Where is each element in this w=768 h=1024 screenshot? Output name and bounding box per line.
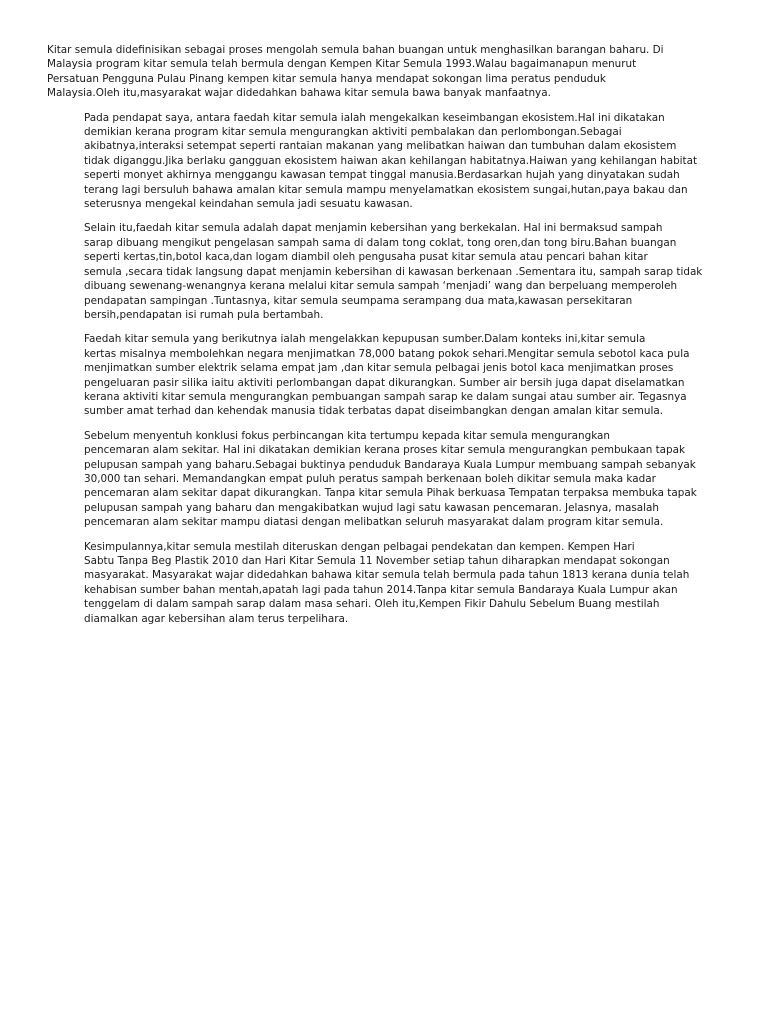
text-line: Faedah kitar semula yang berikutnya ialah mengelakkan kepupusan sumber.Dalam konteks ini,kitar semula <box>84 333 646 346</box>
paragraph-5 <box>47 429 729 530</box>
text-line: pendapatan sampingan .Tuntasnya, kitar semula seumpama serampang dua mata,kawasan persekitaran <box>84 294 633 307</box>
text-line: Malaysia.Oleh itu,masyarakat wajar didedahkan bahawa kitar semula bawa banyak manfaatnya. <box>47 87 551 100</box>
text-line: diamalkan agar kebersihan alam terus terpelihara. <box>84 612 349 625</box>
text-line: tenggelam di dalam sampah sarap dalam masa sehari. Oleh itu,Kempen Fikir Dahulu Sebelum Buang mestilah <box>84 598 660 611</box>
text-line: masyarakat. Masyarakat wajar didedahkan bahawa kitar semula telah bermula pada tahun 1813 kerana dunia telah <box>84 569 690 582</box>
paragraph-6 <box>47 540 729 626</box>
text-line: menjimatkan sumber elektrik selama empat jam ,dan kitar semula pelbagai jenis botol kaca menjimatkan proses <box>84 362 674 375</box>
text-line: tidak diganggu.Jika berlaku gangguan ekosistem haiwan akan kehilangan habitatnya.Haiwan yang kehilangan habitat <box>84 154 698 167</box>
text-line: Sabtu Tanpa Beg Plastik 2010 dan Hari Kitar Semula 11 November setiap tahun diharapkan mendapat sokongan <box>84 555 670 567</box>
paragraph-2 <box>47 111 729 212</box>
text-line: dibuang sewenang-wenangnya kerana melalui kitar semula sampah ‘menjadi’ wang dan berpeluang memperoleh <box>84 280 678 293</box>
text-line: Sebelum menyentuh konklusi fokus perbincangan kita tertumpu kepada kitar semula mengurangkan <box>84 429 610 442</box>
text-line: seterusnya mengekal keindahan semula jadi sesuatu kawasan. <box>84 198 413 211</box>
text-line: Kesimpulannya,kitar semula mestilah diteruskan dengan pelbagai pendekatan dan kempen. Kempen Hari <box>84 540 635 553</box>
text-line: kehabisan sumber bahan mentah,apatah lagi pada tahun 2014.Tanpa kitar semula Bandaraya Kuala Lumpur akan <box>84 583 678 596</box>
text-line: bersih,pendapatan isi rumah pula bertambah. <box>84 308 324 321</box>
text-line: akibatnya,interaksi setempat seperti rantaian makanan yang melibatkan haiwan dan tumbuhan dalam ekosistem <box>84 140 677 153</box>
text-line: pencemaran alam sekitar. Hal ini dikatakan demikian kerana proses kitar semula mengurangkan pembukaan tapak <box>84 444 686 457</box>
text-line: sarap dibuang mengikut pengelasan sampah sama di dalam tong coklat, tong oren,dan tong biru.Bahan buangan <box>84 236 677 249</box>
text-line: pencemaran alam sekitar dapat dikurangkan. Tanpa kitar semula Pihak berkuasa Tempatan terpaksa membuka tapak <box>84 487 697 500</box>
paragraph-3 <box>47 221 729 322</box>
text-line: semula ,secara tidak langsung dapat menjamin kebersihan di kawasan berkenaan .Sementara itu, sampah sarap tidak <box>84 265 703 278</box>
paragraph-1 <box>47 43 729 101</box>
text-line: Malaysia program kitar semula telah bermula dengan Kempen Kitar Semula 1993.Walau bagaimanapun menurut <box>47 58 637 71</box>
text-line: pelupusan sampah yang baharu.Sebagai buktinya penduduk Bandaraya Kuala Lumpur membuang sampah sebanyak <box>84 458 696 471</box>
text-line: Selain itu,faedah kitar semula adalah dapat menjamin kebersihan yang berkekalan. Hal ini bermaksud sampah <box>84 222 663 235</box>
text-line: Kitar semula didefinisikan sebagai proses mengolah semula bahan buangan untuk menghasilkan barangan baharu. Di <box>47 44 664 56</box>
text-line: kertas misalnya membolehkan negara menjimatkan 78,000 batang pokok sehari.Mengitar semula sebotol kaca pula <box>84 347 690 360</box>
text-line: kerana aktiviti kitar semula mengurangkan pembuangan sampah sarap ke dalam sungai atau sumber air. Tegasnya <box>84 390 687 403</box>
text-line: terang lagi bersuluh bahawa amalan kitar semula mampu menyelamatkan ekosistem sungai,hutan,paya bakau dan <box>84 183 688 196</box>
text-line: Persatuan Pengguna Pulau Pinang kempen kitar semula hanya mendapat sokongan lima peratus penduduk <box>47 72 606 85</box>
paragraph-4 <box>47 332 729 418</box>
text-line: demikian kerana program kitar semula mengurangkan aktiviti pembalakan dan perlombongan.Sebagai <box>84 126 622 139</box>
text-line: seperti kertas,tin,botol kaca,dan logam diambil oleh pengusaha pusat kitar semula atau pencari bahan kitar <box>84 251 648 264</box>
text-line: pelupusan sampah yang baharu dan mengakibatkan wujud lagi satu kawasan pencemaran. Jelasnya, masalah <box>84 501 660 514</box>
text-line: 30,000 tan sehari. Memandangkan empat puluh peratus sampah berkenaan boleh dikitar semula maka kadar <box>84 472 656 485</box>
text-line: sumber amat terhad dan kehendak manusia tidak terbatas dapat diseimbangkan dengan amalan kitar semula. <box>84 405 664 418</box>
text-line: seperti monyet akhirnya menggangu kawasan tempat tinggal manusia.Berdasarkan hujah yang dinyatakan sudah <box>84 169 680 182</box>
text-line: pengeluaran pasir silika iaitu aktiviti perlombangan dapat dikurangkan. Sumber air bersih juga dapat diselamatkan <box>84 376 685 389</box>
essay-body <box>47 43 729 636</box>
text-line: Pada pendapat saya, antara faedah kitar semula ialah mengekalkan keseimbangan ekosistem.Hal ini dikatakan <box>84 111 665 124</box>
text-line: pencemaran alam sekitar mampu diatasi dengan melibatkan seluruh masyarakat dalam program kitar semula. <box>84 516 664 529</box>
